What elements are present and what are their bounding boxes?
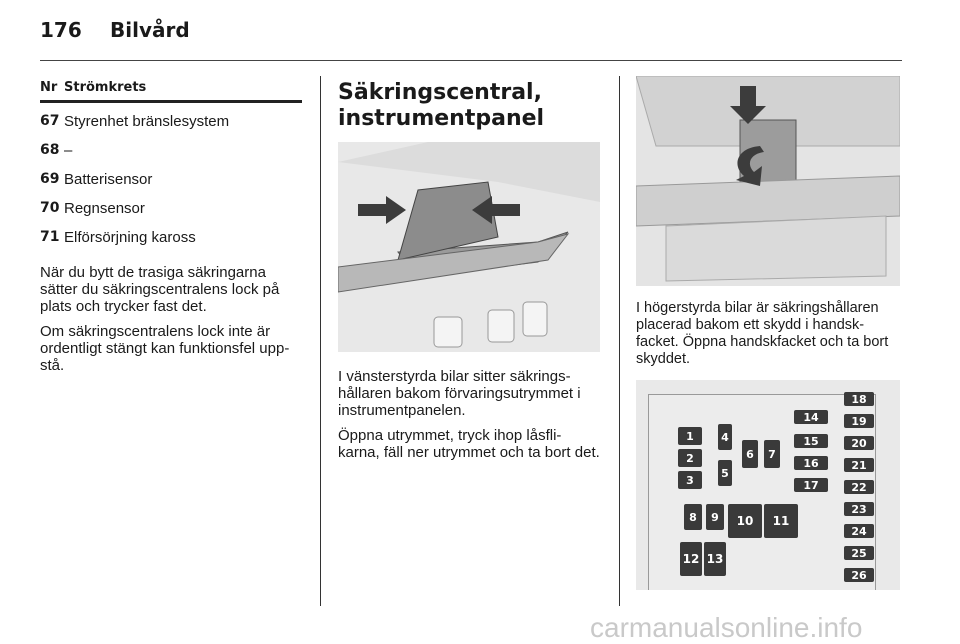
page-header	[40, 18, 190, 42]
fuse-17: 17	[794, 478, 828, 492]
fuse-2: 2	[678, 449, 702, 467]
row-label: Styrenhet bränslesystem	[64, 113, 230, 130]
fuse-16: 16	[794, 456, 828, 470]
fuse-10: 10	[728, 504, 762, 538]
fuse-3: 3	[678, 471, 702, 489]
page-number: 176	[40, 18, 82, 42]
fuse-24: 24	[844, 524, 874, 538]
row-label: –	[64, 142, 73, 159]
glovebox-illustration	[636, 76, 900, 286]
row-nr: 67	[40, 113, 60, 129]
row-label: Elförsörjning kaross	[64, 229, 196, 246]
column-2	[338, 80, 600, 469]
fuse-23: 23	[844, 502, 874, 516]
heading-line-2: instrumentpanel	[338, 106, 545, 131]
fuse-20: 20	[844, 436, 874, 450]
column-1	[40, 80, 302, 382]
fuse-21: 21	[844, 458, 874, 472]
fuse-9: 9	[706, 504, 724, 530]
fuse-25: 25	[844, 546, 874, 560]
fuse-15: 15	[794, 434, 828, 448]
fuse-8: 8	[684, 504, 702, 530]
paragraph: Om säkringscentralens lock inte är ordentligt stängt kan funktionsfel upp-stå.	[40, 323, 290, 374]
row-nr: 68	[40, 142, 60, 158]
row-label: Batterisensor	[64, 171, 153, 188]
footwell-drawing	[338, 142, 600, 352]
column-divider-2	[619, 76, 620, 606]
row-nr: 69	[40, 171, 60, 187]
table-row	[40, 200, 302, 217]
paragraph: När du bytt de trasiga säkringarna sätter du säkringscentralens lock på plats och trycker fast det.	[40, 264, 280, 315]
fuse-14: 14	[794, 410, 828, 424]
fuse-18: 18	[844, 392, 874, 406]
table-row	[40, 171, 302, 188]
fuse-26: 26	[844, 568, 874, 582]
row-label: Regnsensor	[64, 200, 145, 217]
paragraph: I vänsterstyrda bilar sitter säkrings-hållaren bakom förvaringsutrymmet i instrumentpanelen.	[338, 368, 581, 419]
fuse-4: 4	[718, 424, 732, 450]
column-divider-1	[320, 76, 321, 606]
glovebox-drawing	[636, 76, 900, 286]
row-nr: 70	[40, 200, 60, 216]
paragraph: I högerstyrda bilar är säkringshållaren placerad bakom ett skydd i handsk-facket. Öppna handskfacket och ta bort skyddet.	[636, 300, 889, 367]
fuse-7: 7	[764, 440, 780, 468]
dashboard-illustration	[338, 142, 600, 352]
section-heading	[338, 80, 600, 132]
section-title: Bilvård	[110, 18, 190, 42]
fuse-12: 12	[680, 542, 702, 576]
fuse-5: 5	[718, 460, 732, 486]
watermark: carmanualsonline.info	[590, 612, 863, 643]
table-row	[40, 229, 302, 246]
col-nr-header: Nr	[40, 80, 58, 95]
fuse-13: 13	[704, 542, 726, 576]
row-nr: 71	[40, 229, 60, 245]
table-row	[40, 113, 302, 130]
column-3	[636, 76, 904, 590]
fuse-22: 22	[844, 480, 874, 494]
paragraph: Öppna utrymmet, tryck ihop låsfli-karna, fäll ner utrymmet och ta bort det.	[338, 427, 600, 461]
fuse-1: 1	[678, 427, 702, 445]
heading-line-1: Säkringscentral,	[338, 80, 542, 105]
fuse-19: 19	[844, 414, 874, 428]
col-circuit-header: Strömkrets	[64, 80, 147, 95]
fuse-box-diagram	[636, 380, 900, 590]
header-rule	[40, 60, 902, 61]
fuse-6: 6	[742, 440, 758, 468]
fuse-11: 11	[764, 504, 798, 538]
table-header	[40, 80, 302, 103]
table-row	[40, 142, 302, 159]
